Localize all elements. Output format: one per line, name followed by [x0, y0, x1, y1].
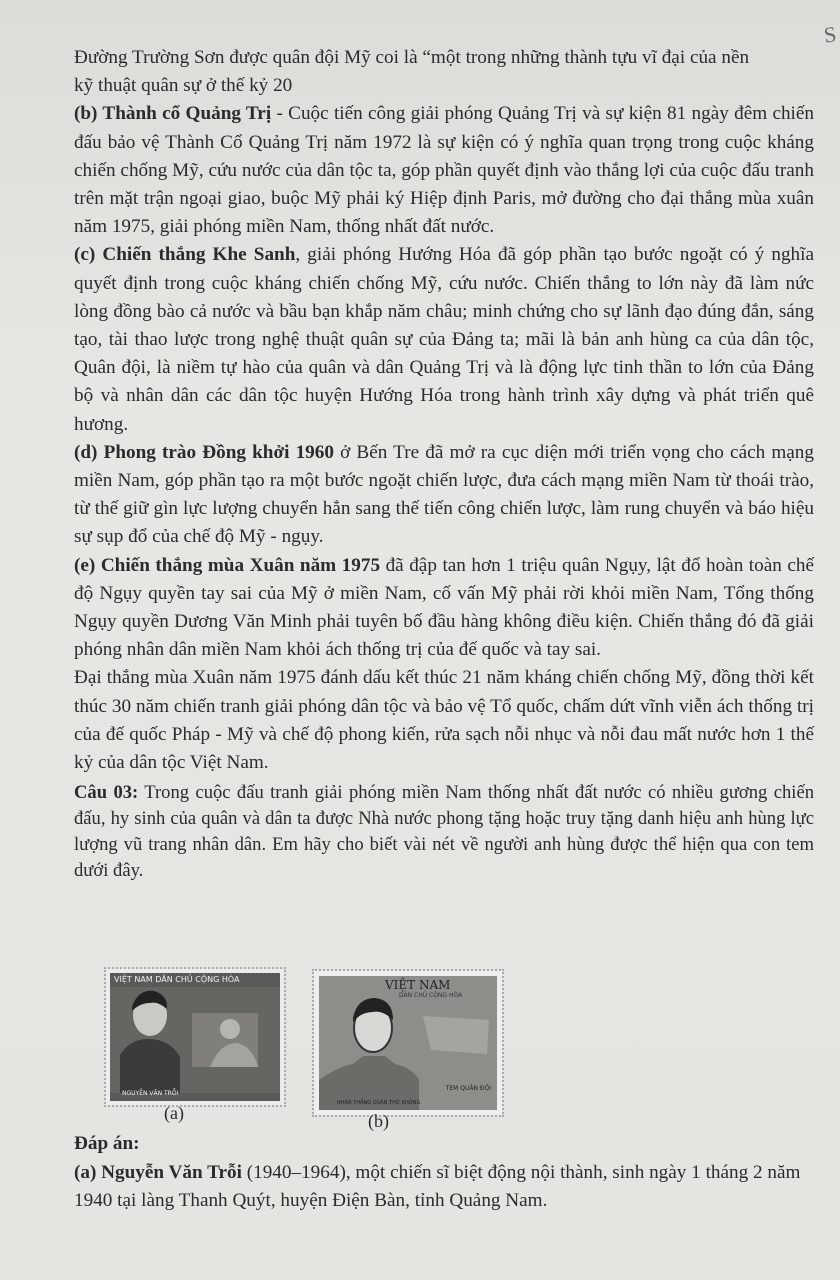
- stamp-a-name: NGUYỄN VĂN TRỖI: [122, 1090, 179, 1097]
- answer-section: [74, 1130, 814, 1216]
- paragraph-c: (c) Chiến thắng Khe Sanh, giải phóng Hướng Hóa đã góp phần tạo bước ngoặt có ý nghĩa quyết định trong cuộc kháng chiến chống Mỹ, cứu nước. Chiến thắng to lớn này đã làm nức lòng đồng bào cả nước và bầu bạn khắp năm châu; minh chứng cho sự lãnh đạo đúng đắn, sáng tạo, tài thao lược trong nghệ thuật quân sự của Đảng ta; mãi là bản anh hùng ca của dân tộc, Quân đội, là niềm tự hào của quân và dân Quảng Trị và là động lực tinh thần to lớn của Đảng bộ và nhân dân các dân tộc huyện Hướng Hóa trong hành trình xây dựng và phát triển quê hương.: [74, 244, 814, 435]
- paragraph-b-heading: (b) Thành cổ Quảng Trị: [74, 103, 272, 125]
- paragraph-e-heading: (e) Chiến thắng mùa Xuân năm 1975: [74, 554, 381, 576]
- stamp-b-sub: DÂN CHỦ CỘNG HÒA: [399, 992, 463, 999]
- paragraph-intro: Đường Trường Sơn được quân đội Mỹ coi là “một trong những thành tựu vĩ đại của nền kỹ thuật quân sự ở thế kỷ 20: [74, 47, 750, 97]
- stamp-b-header: VIỆT NAM: [385, 978, 451, 992]
- paragraph-conclusion: Đại thắng mùa Xuân năm 1975 đánh dấu kết thúc 21 năm kháng chiến chống Mỹ, đồng thời kết thúc 30 năm chiến tranh giải phóng dân tộc và bảo vệ Tổ quốc, chấm dứt vĩnh viễn ách thống trị của đế quốc Pháp - Mỹ và chế độ phong kiến, rửa sạch nỗi nhục và nỗi đau mất nước hơn 1 thế kỷ của dân tộc Việt Nam.: [74, 667, 814, 774]
- question-3-label: Câu 03:: [74, 782, 139, 804]
- paragraph-d-heading: (d) Phong trào Đồng khởi 1960: [74, 441, 334, 463]
- document-body: [74, 44, 814, 884]
- answer-heading: Đáp án:: [74, 1133, 140, 1154]
- stamps-figure: [102, 965, 502, 1135]
- paragraph-b: (b) Thành cổ Quảng Trị - Cuộc tiến công giải phóng Quảng Trị và sự kiện 81 ngày đêm chiến đấu bảo vệ Thành Cổ Quảng Trị năm 1972 là sự kiện có ý nghĩa quan trọng trong cuộc kháng chiến chống Mỹ, cứu nước của dân tộc ta, góp phần quyết định vào thắng lợi của cuộc đấu tranh trên mặt trận ngoại giao, buộc Mỹ phải ký Hiệp định Paris, mở đường cho đại thắng mùa xuân năm 1975, giải phóng miền Nam, thống nhất đất nước.: [74, 103, 815, 238]
- answer-a: (a) Nguyễn Văn Trỗi (1940–1964), một chiến sĩ biệt động nội thành, sinh ngày 1 tháng 2 năm 1940 tại làng Thanh Quýt, huyện Điện Bàn, tỉnh Quảng Nam.: [74, 1161, 801, 1211]
- stamp-b-caption: (b): [368, 1111, 389, 1131]
- stamp-a-header: VIỆT NAM DÂN CHỦ CỘNG HÒA: [114, 975, 240, 984]
- question-3: Câu 03: Trong cuộc đấu tranh giải phóng miền Nam thống nhất đất nước có nhiều gương chiến đấu, hy sinh của quân và dân ta được Nhà nước phong tặng hoặc truy tặng danh hiệu anh hùng lực lượng vũ trang nhân dân. Em hãy cho biết vài nét về người anh hùng được thể hiện qua con tem dưới đây.: [74, 782, 814, 882]
- stamp-b-note: TEM QUÂN ĐỘI: [445, 1085, 491, 1092]
- paragraph-c-heading: (c) Chiến thắng Khe Sanh: [74, 244, 296, 266]
- paragraph-d: (d) Phong trào Đồng khởi 1960 ở Bến Tre đã mở ra cục diện mới triển vọng cho cách mạng miền Nam, góp phần tạo ra một bước ngoặt chiến lược, đưa cách mạng miền Nam từ thoái trào, từ thế giữ gìn lực lượng chuyển hẳn sang thế tiến công chiến lược, làm rung chuyển và báo hiệu sự sụp đổ của chế độ Mỹ - ngụy.: [74, 441, 814, 548]
- stamp-a-caption: (a): [164, 1103, 184, 1123]
- corner-mark: S: [822, 21, 838, 48]
- stamp-a-portrait: [110, 973, 280, 1101]
- stamp-b-footer: NHÂN THẮNG QUÂN THỨ KHÔNG: [337, 1100, 421, 1106]
- stamp-a: [106, 969, 284, 1105]
- stamp-b: [314, 971, 502, 1115]
- paragraph-e: (e) Chiến thắng mùa Xuân năm 1975 đã đập tan hơn 1 triệu quân Ngụy, lật đổ hoàn toàn chế độ Ngụy quyền tay sai của Mỹ ở miền Nam, cố vấn Mỹ phải rời khỏi miền Nam, Tổng thống Ngụy quyền Dương Văn Minh phải tuyên bố đầu hàng không điều kiện. Chiến thắng đó đã giải phóng nhân dân miền Nam khỏi ách thống trị của đế quốc và tay sai.: [74, 554, 814, 661]
- answer-a-heading: (a) Nguyễn Văn Trỗi: [74, 1161, 242, 1183]
